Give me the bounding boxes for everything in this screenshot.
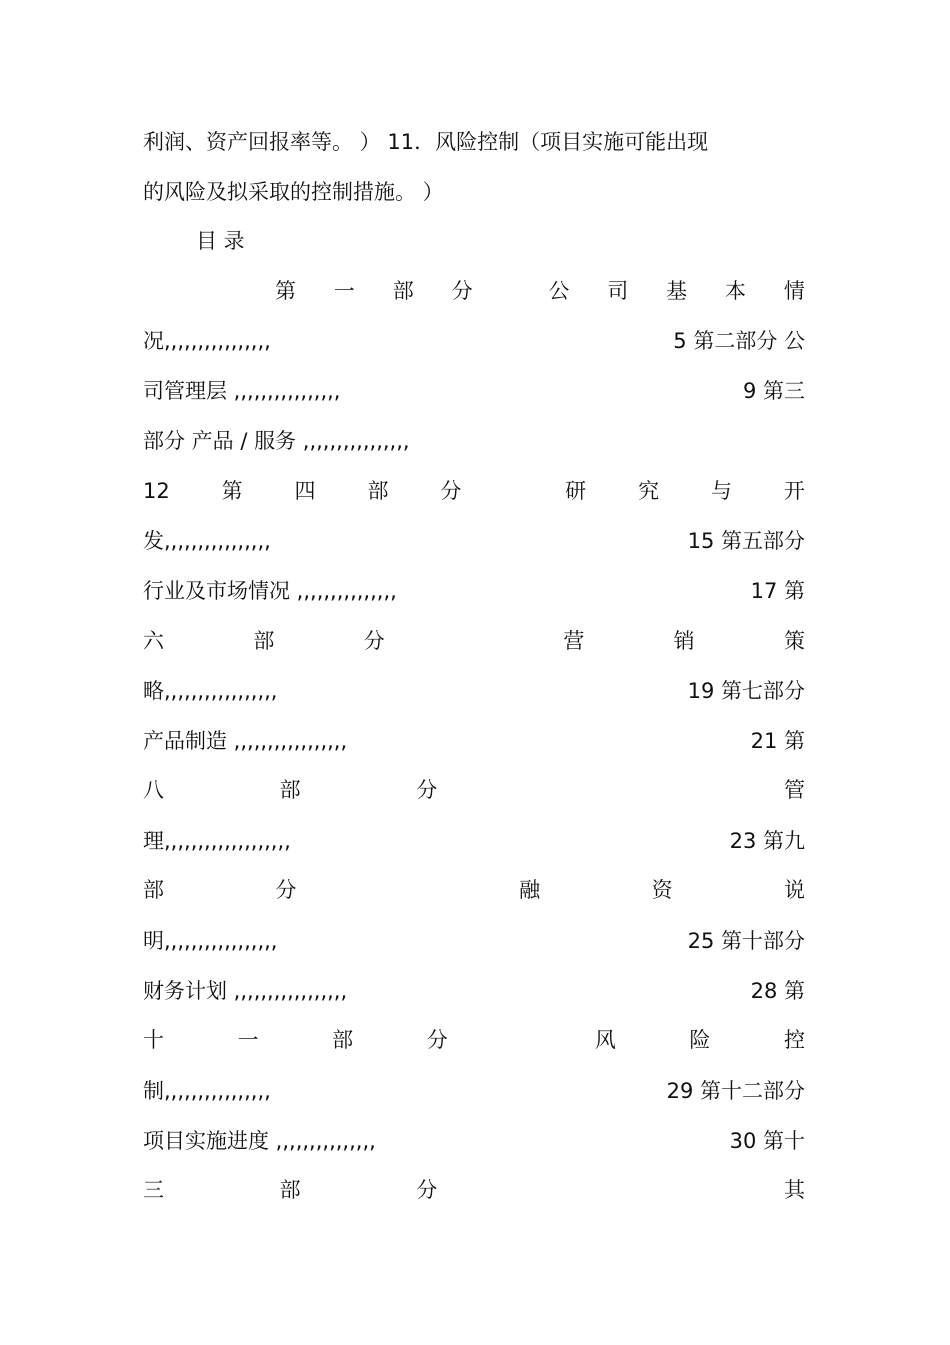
toc-line-10: 行业及市场情况 ,,,,,,,,,,,,,,, 17 第 — [143, 579, 805, 603]
toc-title: 目 录 — [196, 229, 245, 253]
toc-line-6: 司管理层 ,,,,,,,,,,,,,,,, 9 第三 — [143, 379, 805, 403]
toc-line-9: 发,,,,,,,,,,,,,,,, 15 第五部分 — [143, 529, 805, 553]
text-line-2: 的风险及拟采取的控制措施。 ） — [143, 180, 444, 204]
toc-line-part11: 十 一 部 分 风 险 控 — [143, 1028, 805, 1052]
toc-line-part13: 三 部 分 其 — [143, 1178, 805, 1202]
toc-line-21: 项目实施进度 ,,,,,,,,,,,,,,, 30 第十 — [143, 1129, 805, 1153]
toc-line-part4: 12 第 四 部 分 研 究 与 开 — [143, 479, 805, 503]
toc-line-5: 况,,,,,,,,,,,,,,,, 5 第二部分 公 — [143, 329, 805, 353]
toc-line-7: 部分 产品 / 服务 ,,,,,,,,,,,,,,,, — [143, 429, 410, 453]
toc-line-17: 明,,,,,,,,,,,,,,,,, 25 第十部分 — [143, 929, 805, 953]
toc-line-part8: 八 部 分 管 — [143, 778, 805, 802]
toc-line-20: 制,,,,,,,,,,,,,,,, 29 第十二部分 — [143, 1079, 805, 1103]
toc-line-part6: 六 部 分 营 销 策 — [143, 629, 805, 653]
toc-line-15: 理,,,,,,,,,,,,,,,,,,, 23 第九 — [143, 829, 805, 853]
toc-line-13: 产品制造 ,,,,,,,,,,,,,,,,, 21 第 — [143, 729, 805, 753]
toc-line-18: 财务计划 ,,,,,,,,,,,,,,,,, 28 第 — [143, 979, 805, 1003]
toc-line-12: 略,,,,,,,,,,,,,,,,, 19 第七部分 — [143, 679, 805, 703]
toc-line-part1: 第 一 部 分 公 司 基 本 情 — [275, 279, 805, 303]
toc-line-part9: 部 分 融 资 说 — [143, 878, 805, 902]
text-line-1: 利润、资产回报率等。 ） 11．风险控制（项目实施可能出现 — [143, 130, 709, 154]
